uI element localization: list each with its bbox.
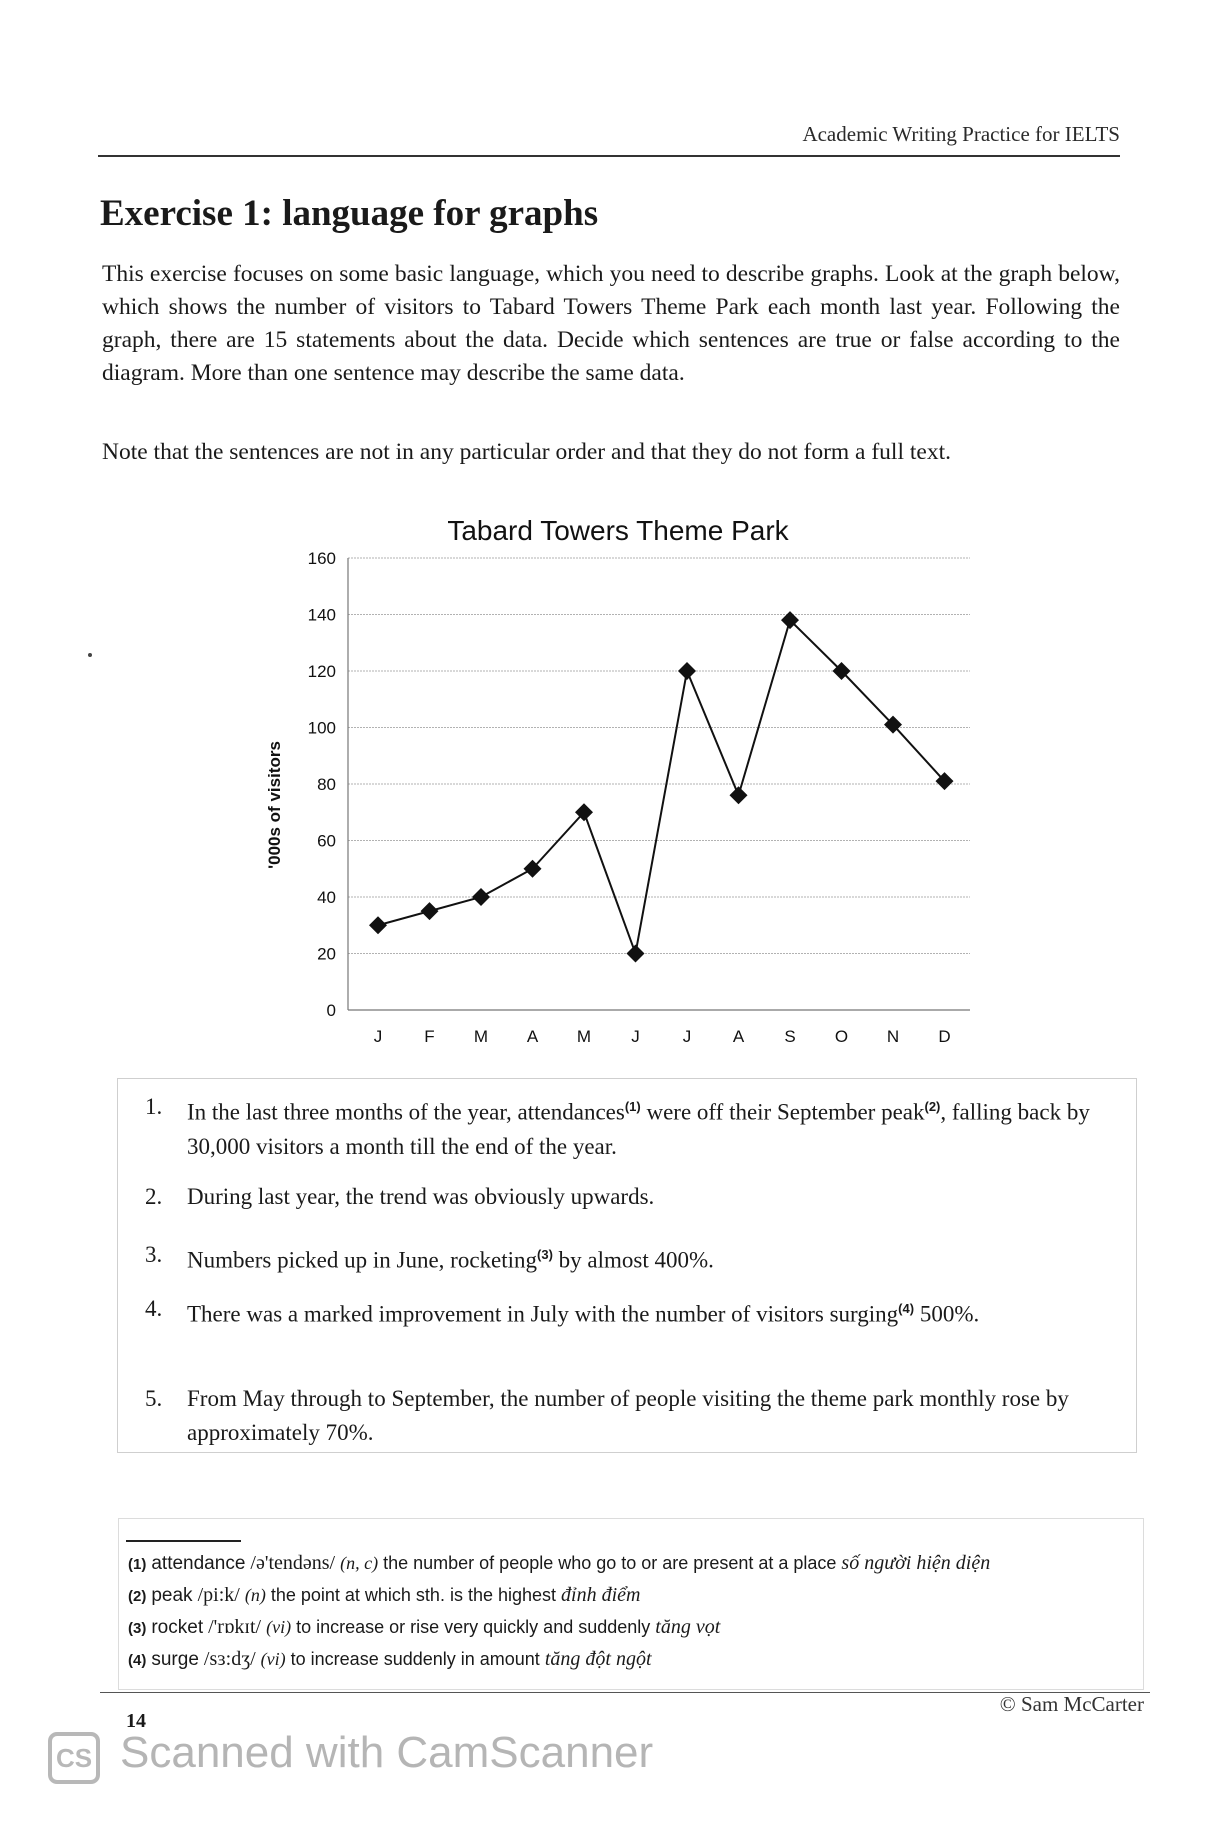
data-point-marker	[678, 662, 696, 680]
footnote-rule	[126, 1540, 241, 1542]
camscanner-logo-icon: CS	[48, 1732, 100, 1784]
y-tick-label: 80	[317, 775, 336, 794]
copyright: © Sam McCarter	[999, 1692, 1144, 1716]
statement-text: During last year, the trend was obviously upwards.	[187, 1184, 655, 1209]
header-rule	[98, 155, 1120, 157]
statement-text: Numbers picked up in June, rocketing$^{(3)}$ by almost 400%.	[187, 1247, 714, 1273]
glossary-entry-peak: (2) peak /pi:k/ (n) the point at which sth. is the highest đỉnh điểm	[128, 1584, 641, 1606]
y-tick-label: 60	[317, 831, 336, 851]
x-tick-label: J	[682, 1027, 692, 1046]
chart-title: Tabard Towers Theme Park	[447, 515, 789, 546]
y-tick-label: 100	[307, 718, 336, 738]
glossary-entry-attendance: (1) attendance /ə'tendəns/ (n, c) the number of people who go to or are present at a place số người hiện diện	[128, 1552, 991, 1574]
x-tick-label: A	[526, 1027, 539, 1046]
running-head: Academic Writing Practice for IELTS	[802, 122, 1120, 146]
x-tick-label: A	[732, 1027, 745, 1046]
y-tick-label: 40	[317, 888, 336, 907]
statement-number: 5.	[145, 1386, 163, 1411]
footnote-mark: (1)	[624, 1099, 641, 1114]
camscanner-watermark: Scanned with CamScanner	[120, 1728, 654, 1777]
y-axis-label: '000s of visitors	[265, 741, 284, 869]
series-line-visitors	[378, 620, 945, 953]
x-tick-label: S	[784, 1027, 796, 1046]
footnote-mark: (3)	[537, 1247, 553, 1262]
intro-paragraph: This exercise focuses on some basic language, which you need to describe graphs. Look at the graph below, which shows the number of visitors to Tabard Towers Theme Park each month last year. Following the graph, there are 15 statements about the data. Decide which sentences are true or false according to the diagram. More than one sentence may describe the same data.	[102, 261, 1120, 386]
x-tick-label: M	[576, 1027, 592, 1046]
statement-number: 4.	[145, 1296, 163, 1321]
statement-text: From May through to September, the number of people visiting the theme park monthly rose by approximately 70%.	[187, 1386, 1069, 1445]
data-point-marker	[730, 786, 748, 804]
statement-number: 3.	[145, 1242, 163, 1267]
footnote-mark: (4)	[898, 1301, 915, 1316]
data-point-marker	[421, 902, 439, 920]
y-tick-label: 20	[317, 944, 336, 964]
note-paragraph: Note that the sentences are not in any particular order and that they do not form a full text.	[102, 439, 951, 465]
statement-text: In the last three months of the year, attendances$^{(1)}$ were off their September peak$^{(2)}$, falling back by 30,000 visitors a month till the end of the year.	[187, 1099, 1090, 1159]
data-point-marker	[627, 945, 645, 963]
x-tick-label: J	[373, 1027, 383, 1046]
x-tick-label: M	[473, 1027, 489, 1046]
page-number: 14	[126, 1710, 146, 1732]
y-tick-label: 0	[326, 1001, 336, 1020]
line-chart	[250, 510, 1010, 1060]
statement-number: 2.	[145, 1184, 163, 1209]
y-tick-label: 160	[307, 549, 336, 568]
margin-speck	[88, 653, 92, 657]
glossary-entry-rocket: (3) rocket /'rɒkɪt/ (vi) to increase or rise very quickly and suddenly tăng vọt	[128, 1616, 721, 1638]
statement-number: 1.	[145, 1094, 163, 1119]
x-tick-label: D	[938, 1027, 951, 1046]
x-tick-label: J	[631, 1027, 640, 1046]
data-point-marker	[369, 916, 387, 934]
footnote-mark: (2)	[924, 1099, 941, 1114]
glossary-entry-surge: (4) surge /sɜ:dʒ/ (vi) to increase suddenly in amount tăng đột ngột	[128, 1648, 652, 1670]
y-tick-label: 120	[307, 662, 336, 681]
x-tick-label: F	[424, 1027, 435, 1046]
y-tick-label: 140	[307, 605, 336, 625]
statement-text: There was a marked improvement in July with the number of visitors surging$^{(4)}$ 500%.	[187, 1301, 980, 1327]
exercise-title: Exercise 1: language for graphs	[100, 193, 599, 234]
x-tick-label: O	[834, 1027, 849, 1046]
data-point-marker	[472, 888, 490, 906]
x-tick-label: N	[886, 1027, 900, 1046]
